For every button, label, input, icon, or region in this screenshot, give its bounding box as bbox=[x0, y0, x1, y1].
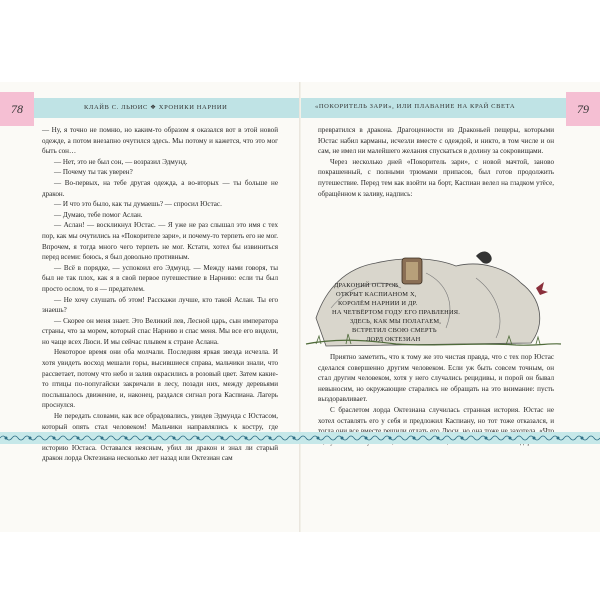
vine-bud bbox=[197, 437, 199, 439]
vine-bud bbox=[125, 437, 127, 439]
vine-bud bbox=[341, 437, 343, 439]
vine-bud bbox=[245, 437, 247, 439]
paragraph: — Всё в порядке, — успокоил его Эдмунд. — Между нами говоря, ты был не так плох, как я в свой первое путешествие в Нарнию: если ты был просто ослом, то я — предателем. bbox=[42, 263, 278, 293]
paragraph: — Во-первых, на тебе другая одежда, а во-вторых — ты больше не дракон. bbox=[42, 178, 278, 198]
vine-bud bbox=[557, 437, 559, 439]
vine-bud bbox=[77, 437, 79, 439]
paragraph: — Скорее он меня знает. Это Великий лев, Лесной царь, сын императора страны, что за морем, который спас Нарнию и спас меня. Мы все его видели, но чаще всех Люси. И мы сейчас плывем к стране Аслана. bbox=[42, 316, 278, 346]
right-page-text-top bbox=[318, 125, 554, 199]
vine-bud bbox=[53, 437, 55, 439]
vine-bud bbox=[221, 437, 223, 439]
vine-bud bbox=[365, 437, 367, 439]
paragraph: Приятно заметить, что к тому же это чистая правда, что с тех пор Юстас сделался совершенно другим человеком. Если уж быть совсем точным, он стал другим человеком, хотя у него случались рецидивы, и порой он бывал невыносим, но окружающие старались не обращать на это внимание: пусть выздоравливает. bbox=[318, 353, 554, 404]
inscription-line: ОТКРЫТ КАСПИАНОМ X, bbox=[336, 291, 417, 298]
paragraph: С браслетом лорда Октезиана случилась странная история. Юстас не хотел оставлять его у себя и предложил Каспиану, но тот тоже отказался, и bbox=[318, 405, 554, 425]
left-page-text bbox=[42, 125, 278, 463]
paragraph: Некоторое время они оба молчали. Последняя яркая звезда исчезла. И хотя увидеть восход мешали горы, высившиеся справа, мальчики знали, что рассветает, потому что небо и залив окрасились в розовый цвет. Затем какие-то птицы по-попугайски закричали в лесу, позади них, между деревьями послышалось движение, и, наконец, раздался сигнал рога Каспиана. Лагерь проснулся. bbox=[42, 348, 278, 410]
paragraph: — Нет, это не был сон, — возразил Эдмунд. bbox=[54, 157, 188, 166]
paragraph: превратился в дракона. Драгоценности из Драконьей пещеры, которыми Юстас набил карманы, исчезли вместе с одеждой, и никто, в том числе и он сам, не имел ни малейшего желания спускаться в долину за сокровищами. bbox=[318, 126, 554, 156]
inscription-line: ДРАКОНИЙ ОСТРОВ bbox=[334, 282, 399, 289]
inscription-line: КОРОЛЁМ НАРНИИ И ДР. bbox=[338, 300, 418, 307]
right-page-number-text: 79 bbox=[577, 101, 589, 116]
right-page-text-bottom bbox=[318, 352, 554, 432]
inscription-line: ВСТРЕТИЛ СВОЮ СМЕРТЬ bbox=[352, 327, 437, 334]
vine-bud bbox=[101, 437, 103, 439]
left-page-number bbox=[0, 92, 34, 126]
vine-bud bbox=[533, 437, 535, 439]
inscription-caption bbox=[306, 248, 561, 348]
vine-bud bbox=[389, 437, 391, 439]
vine-bud bbox=[317, 437, 319, 439]
vine-bud bbox=[437, 437, 439, 439]
right-page-number bbox=[566, 92, 600, 126]
inscription-line: ЛОРД ОКТЕЗИАН bbox=[366, 336, 421, 343]
paragraph: — Думаю, тебе помог Аслан. bbox=[54, 210, 143, 219]
paragraph: Не передать словами, как все обрадовались, увидев Эдмунда с Юстасом, который опять стал человеком! Мальчики направлялись к костру, где историю Юстаса. Оставался неясным, убил ли дракон и знал ли старый дракон лорда Октезиана несколько лет назад или Октезиан сам bbox=[42, 412, 278, 463]
decorative-border bbox=[0, 432, 600, 444]
rock-inscription-illustration bbox=[306, 248, 561, 348]
vine-bud bbox=[149, 437, 151, 439]
vine-ornament-icon bbox=[0, 432, 600, 444]
vine-bud bbox=[5, 437, 7, 439]
left-page-number-text: 78 bbox=[11, 101, 23, 116]
vine-bud bbox=[509, 437, 511, 439]
vine-bud bbox=[485, 437, 487, 439]
right-running-head: «ПОКОРИТЕЛЬ ЗАРИ», ИЛИ ПЛАВАНИЕ НА КРАЙ СВЕТА bbox=[315, 103, 516, 110]
paragraph: — Ну, я точно не помню, но каким-то образом я оказался вот в этой новой одежде, а потом внезапно очутился здесь. Мы потому и кажется, что это мог быть сон… bbox=[42, 126, 278, 156]
vine-bud bbox=[413, 437, 415, 439]
inscription-line: ЗДЕСЬ, КАК МЫ ПОЛАГАЕМ, bbox=[350, 318, 442, 325]
inscription-line: НА ЧЕТВЁРТОМ ГОДУ ЕГО ПРАВЛЕНИЯ. bbox=[332, 309, 461, 316]
vine-bud bbox=[269, 437, 271, 439]
paragraph: — И что это было, как ты думаешь? — спросил Юстас. bbox=[54, 200, 222, 209]
left-running-head: КЛАЙВ С. ЛЬЮИС ❖ ХРОНИКИ НАРНИИ bbox=[84, 104, 228, 111]
paragraph: — Не хочу слушать об этом! Расскажи лучше, кто такой Аслан. Ты его знаешь? bbox=[42, 295, 278, 315]
vine-bud bbox=[461, 437, 463, 439]
vine-bud bbox=[173, 437, 175, 439]
paragraph: — Аслан! — воскликнул Юстас. — Я уже не раз слышал это имя с тех пор, как мы очутились на «Покорителе зари», и почему-то терпеть его не мог. Впрочем, я тогда много чего терпеть не мог. Кстати, хотел бы извиниться перед всеми: боюсь, я был довольно противным. bbox=[42, 221, 278, 262]
vine-bud bbox=[581, 437, 583, 439]
book-gutter bbox=[299, 82, 301, 532]
paragraph: — Почему ты так уверен? bbox=[54, 168, 133, 177]
vine-bud bbox=[293, 437, 295, 439]
paragraph: Через несколько дней «Покоритель зари», с новой мачтой, заново покрашенный, с полными трюмами припасов, был готов продолжить путешествие. Перед тем как взойти на борт, Каспиан велел на гладком утёсе, обращённом к заливу, надпись: bbox=[318, 157, 554, 198]
vine-bud bbox=[29, 437, 31, 439]
